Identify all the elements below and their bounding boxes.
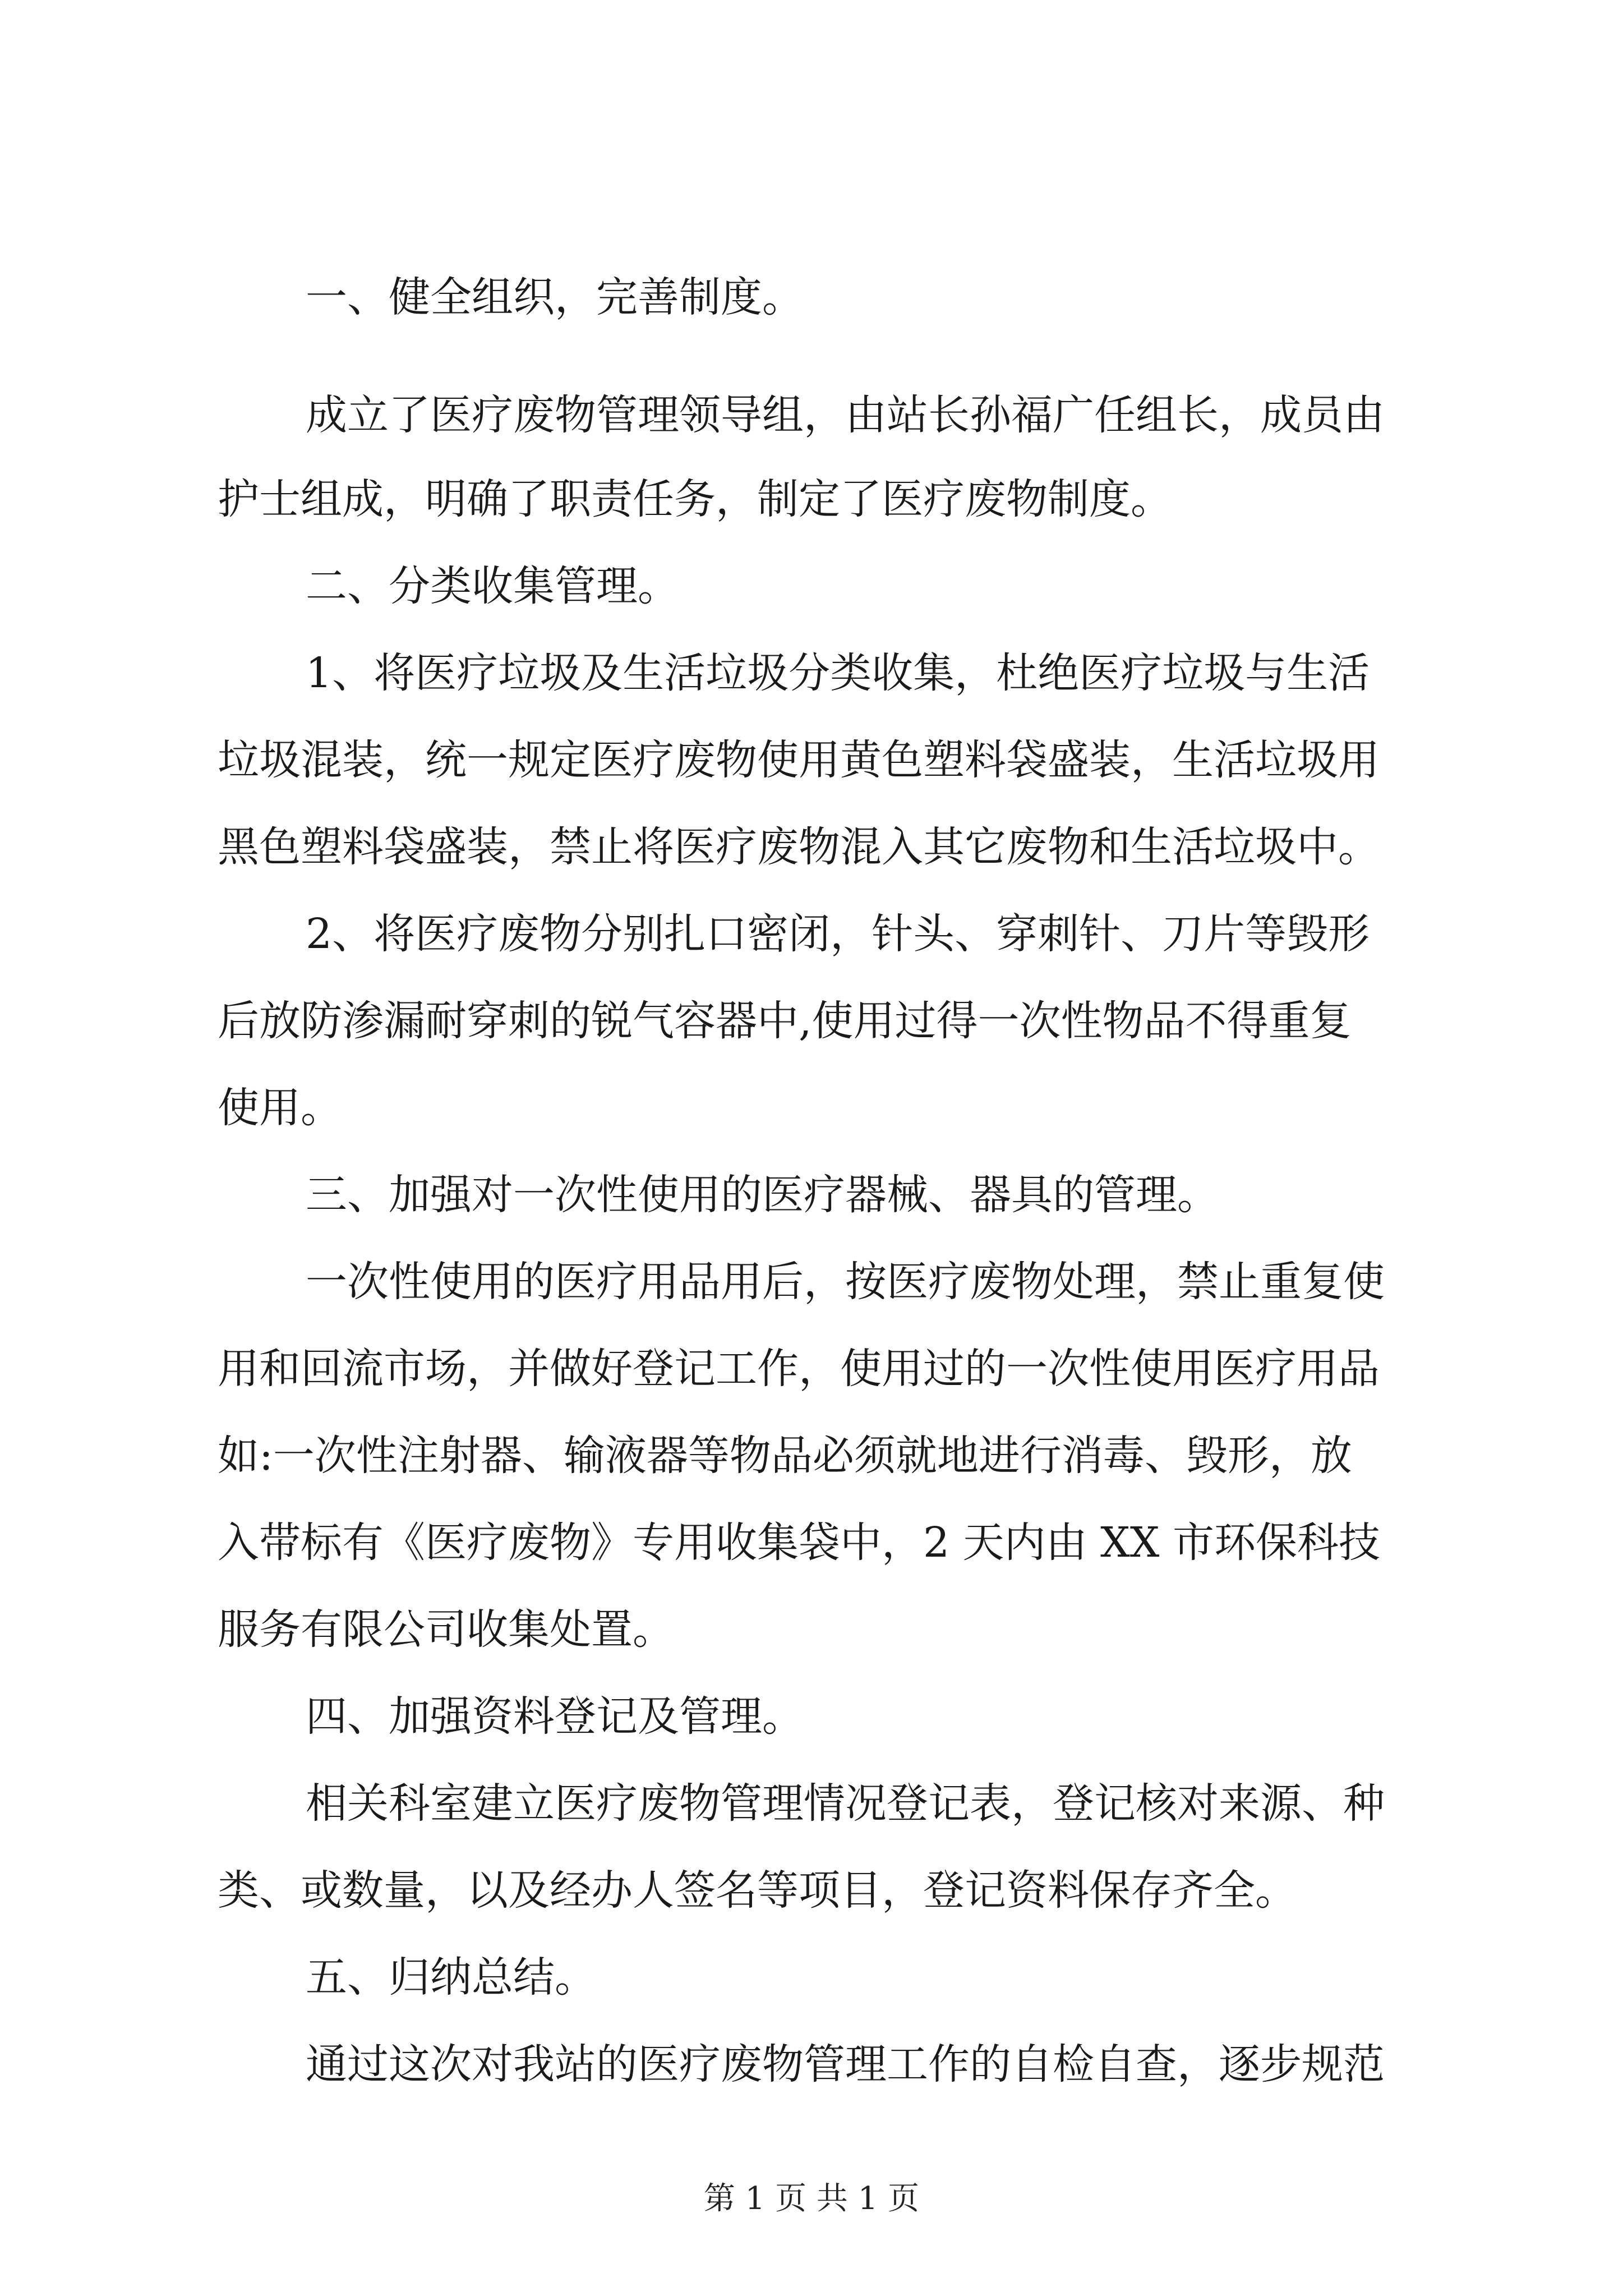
heading-3: 三、加强对一次性使用的医疗器械、器具的管理。 [306,1171,1219,1219]
heading-2: 二、分类收集管理。 [306,562,679,610]
paragraph-line: 垃圾混装，统一规定医疗废物使用黄色塑料袋盛装，生活垃圾用 [218,736,1380,784]
heading-4: 四、加强资料登记及管理。 [306,1692,804,1741]
paragraph-line: 1、将医疗垃圾及生活垃圾分类收集，杜绝医疗垃圾与生活 [306,649,1370,697]
paragraph-line: 服务有限公司收集处置。 [218,1605,674,1654]
paragraph-line: 通过这次对我站的医疗废物管理工作的自检自查，逐步规范 [306,2040,1385,2088]
page-footer: 第 1 页 共 1 页 [703,2180,920,2217]
paragraph-line: 使用。 [218,1084,342,1132]
paragraph-line: 后放防渗漏耐穿刺的锐气容器中,使用过得一次性物品不得重复 [218,997,1352,1045]
paragraph-line: 成立了医疗废物管理领导组，由站长孙福广任组长，成员由 [306,391,1385,439]
heading-5: 五、归纳总结。 [306,1953,596,2001]
paragraph-line: 如:一次性注射器、输液器等物品必须就地进行消毒、毁形，放 [218,1432,1352,1480]
paragraph-line: 用和回流市场，并做好登记工作，使用过的一次性使用医疗用品 [218,1345,1380,1393]
paragraph-line: 一次性使用的医疗用品用后，按医疗废物处理，禁止重复使 [306,1258,1385,1306]
paragraph-line: 2、将医疗废物分别扎口密闭，针头、穿刺针、刀片等毁形 [306,910,1370,958]
paragraph-line: 护士组成，明确了职责任务，制定了医疗废物制度。 [218,475,1172,523]
paragraph-line: 类、或数量，以及经办人签名等项目，登记资料保存齐全。 [218,1866,1297,1915]
paragraph-line: 相关科室建立医疗废物管理情况登记表，登记核对来源、种 [306,1779,1385,1828]
paragraph-line: 入带标有《医疗废物》专用收集袋中，2 天内由 XX 市环保科技 [218,1519,1381,1567]
heading-1: 一、健全组织，完善制度。 [306,273,804,321]
paragraph-line: 黑色塑料袋盛装，禁止将医疗废物混入其它废物和生活垃圾中。 [218,823,1380,871]
